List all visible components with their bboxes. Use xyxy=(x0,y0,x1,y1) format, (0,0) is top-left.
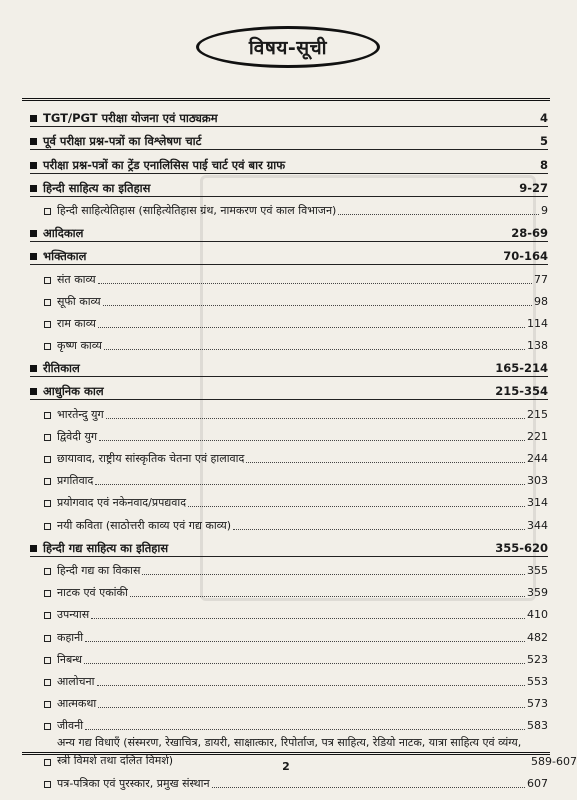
toc-entry-page: 138 xyxy=(527,339,548,353)
toc-section-row xyxy=(30,354,548,377)
toc-entry-page: 314 xyxy=(527,496,548,510)
toc-entry-label: उपन्यास xyxy=(57,608,90,622)
toc-subsection-row xyxy=(30,400,548,422)
toc-entry-page: 244 xyxy=(527,452,548,465)
toc-entry-page: 165-214 xyxy=(495,361,548,376)
toc-entry-label: प्रगतिवाद xyxy=(57,474,94,488)
toc-subsection-row xyxy=(30,770,548,792)
toc-entry-page: 5 xyxy=(539,134,548,149)
hollow-square-bullet-icon xyxy=(44,612,51,619)
toc-subsection-row xyxy=(30,310,548,332)
hollow-square-bullet-icon xyxy=(44,299,51,306)
toc-entry-label: आत्मकथा xyxy=(57,697,97,711)
toc-entry-page: 70-164 xyxy=(503,249,548,264)
toc-entry-label: छायावाद, राष्ट्रीय सांस्कृतिक चेतना एवं हालावाद xyxy=(57,452,245,465)
hollow-square-bullet-icon xyxy=(44,523,51,530)
dot-leader xyxy=(99,440,525,441)
toc-subsection-row xyxy=(30,646,548,668)
filled-square-bullet-icon xyxy=(30,388,37,395)
hollow-square-bullet-icon xyxy=(44,343,51,350)
toc-section-row xyxy=(30,104,548,127)
hollow-square-bullet-icon xyxy=(44,321,51,328)
toc-section-row xyxy=(30,242,548,265)
toc-entry-label: नयी कविता (साठोत्तरी काव्य एवं गद्य काव्य) xyxy=(57,518,232,532)
hollow-square-bullet-icon xyxy=(44,635,51,642)
toc-entry-page: 523 xyxy=(527,652,548,666)
dot-leader xyxy=(338,214,539,215)
toc-section-row xyxy=(30,150,548,173)
toc-entry-label: पूर्व परीक्षा प्रश्न-पत्रों का विश्लेषण चार्ट xyxy=(43,134,202,149)
dot-leader xyxy=(103,305,532,306)
dot-leader xyxy=(130,596,525,597)
dot-leader xyxy=(246,462,525,463)
toc-entry-label: द्विवेदी युग xyxy=(57,429,98,443)
toc-entry-page: 77 xyxy=(534,272,548,286)
dot-leader xyxy=(212,787,525,788)
toc-subsection-row xyxy=(30,265,548,287)
toc-entry-page: 215-354 xyxy=(495,384,548,399)
toc-subsection-row xyxy=(30,623,548,645)
table-of-contents xyxy=(30,104,577,792)
toc-subsection-row xyxy=(30,467,548,489)
toc-entry-page: 410 xyxy=(527,608,548,622)
toc-entry-page: 9-27 xyxy=(519,180,548,195)
toc-entry-label: भक्तिकाल xyxy=(43,249,87,264)
toc-entry-page: 98 xyxy=(534,294,548,308)
toc-entry-page: 553 xyxy=(527,674,548,688)
dot-leader xyxy=(98,707,525,708)
hollow-square-bullet-icon xyxy=(44,500,51,507)
dot-leader xyxy=(188,506,525,507)
dot-leader xyxy=(104,349,525,350)
toc-entry-label: आदिकाल xyxy=(43,226,84,241)
hollow-square-bullet-icon xyxy=(44,208,51,215)
toc-subsection-row xyxy=(30,423,548,445)
dot-leader xyxy=(142,574,525,575)
dot-leader xyxy=(97,685,526,686)
toc-entry-label: पत्र-पत्रिका एवं पुरस्कार, प्रमुख संस्थान xyxy=(57,777,210,791)
hollow-square-bullet-icon xyxy=(44,456,51,463)
toc-entry-page: 359 xyxy=(527,586,548,600)
dot-leader xyxy=(98,327,525,328)
toc-entry-page: 221 xyxy=(527,429,548,443)
filled-square-bullet-icon xyxy=(30,365,37,372)
toc-section-row xyxy=(30,127,548,150)
toc-entry-label: जीवनी xyxy=(57,719,84,733)
toc-subsection-row xyxy=(30,712,548,734)
toc-section-row xyxy=(30,534,548,557)
dot-leader xyxy=(85,729,525,730)
toc-entry-label: हिन्दी गद्य साहित्य का इतिहास xyxy=(43,540,169,555)
toc-entry-page: 589-607 xyxy=(531,755,577,769)
filled-square-bullet-icon xyxy=(30,138,37,145)
toc-entry-page: 4 xyxy=(539,111,548,126)
toc-entry-page: 344 xyxy=(527,518,548,532)
toc-entry-label: रीतिकाल xyxy=(43,361,80,376)
hollow-square-bullet-icon xyxy=(44,723,51,730)
hollow-square-bullet-icon xyxy=(44,478,51,485)
toc-subsection-row xyxy=(30,489,548,511)
page-title xyxy=(196,26,380,68)
dot-leader xyxy=(233,529,525,530)
dot-leader xyxy=(95,484,525,485)
toc-entry-label: आलोचना xyxy=(57,674,95,688)
hollow-square-bullet-icon xyxy=(44,277,51,284)
toc-subsection-row xyxy=(30,445,548,467)
filled-square-bullet-icon xyxy=(30,115,37,122)
toc-subsection-row xyxy=(30,197,548,219)
toc-entry-page: 482 xyxy=(527,630,548,644)
hollow-square-bullet-icon xyxy=(44,568,51,575)
toc-entry-label: निबन्ध xyxy=(57,652,83,666)
dot-leader xyxy=(85,641,525,642)
toc-entry-label: आधुनिक काल xyxy=(43,384,104,399)
filled-square-bullet-icon xyxy=(30,230,37,237)
toc-entry-label: कहानी xyxy=(57,630,84,644)
toc-entry-label: राम काव्य xyxy=(57,316,96,330)
toc-subsection-row xyxy=(30,511,548,533)
toc-entry-label: हिन्दी साहित्येतिहास (साहित्येतिहास ग्रंथ, नामकरण एवं काल विभाजन) xyxy=(57,203,337,217)
page-title-text: विषय-सूची xyxy=(248,37,328,59)
dot-leader xyxy=(106,418,525,419)
toc-entry-page: 114 xyxy=(527,316,548,330)
toc-subsection-row xyxy=(30,690,548,712)
toc-subsection-row xyxy=(30,332,548,354)
toc-subsection-row xyxy=(30,557,548,579)
toc-subsection-row xyxy=(30,601,548,623)
toc-subsection-row xyxy=(30,579,548,601)
toc-entry-label: भारतेन्दु युग xyxy=(57,407,104,421)
toc-entry-page: 215 xyxy=(527,407,548,421)
toc-entry-label: हिन्दी गद्य का विकास xyxy=(57,563,141,577)
toc-entry-page: 355-620 xyxy=(495,540,548,555)
filled-square-bullet-icon xyxy=(30,162,37,169)
toc-entry-label: कृष्ण काव्य xyxy=(57,339,102,353)
toc-entry-label: नाटक एवं एकांकी xyxy=(57,586,128,600)
hollow-square-bullet-icon xyxy=(44,434,51,441)
toc-entry-label: प्रयोगवाद एवं नकेनवाद/प्रपद्यवाद xyxy=(57,496,187,510)
toc-entry-page: 28-69 xyxy=(511,226,548,241)
toc-entry-label: सूफी काव्य xyxy=(57,294,101,308)
hollow-square-bullet-icon xyxy=(44,412,51,419)
filled-square-bullet-icon xyxy=(30,253,37,260)
toc-subsection-row xyxy=(30,668,548,690)
toc-section-row xyxy=(30,377,548,400)
toc-entry-label: हिन्दी साहित्य का इतिहास xyxy=(43,180,151,195)
toc-entry-page: 9 xyxy=(541,203,548,217)
hollow-square-bullet-icon xyxy=(44,679,51,686)
dot-leader xyxy=(91,618,525,619)
hollow-square-bullet-icon xyxy=(44,657,51,664)
toc-entry-label: परीक्षा प्रश्न-पत्रों का ट्रेंड एनालिसिस पाई चार्ट एवं बार ग्राफ xyxy=(43,157,286,172)
toc-entry-label: अन्य गद्य विधाएँ (संस्मरण, रेखाचित्र, डायरी, साक्षात्कार, रिपोर्ताज, पत्र साहित्य, रेडियो नाटक, यात्रा साहित्य एवं व्यंग्य, स्त्री विमर्श तथा दलित विमर्श) xyxy=(57,736,522,768)
toc-entry-page: 607 xyxy=(527,777,548,791)
dot-leader xyxy=(98,283,532,284)
filled-square-bullet-icon xyxy=(30,545,37,552)
toc-section-row xyxy=(30,219,548,242)
hollow-square-bullet-icon xyxy=(44,701,51,708)
toc-entry-page: 573 xyxy=(527,697,548,711)
toc-subsection-row xyxy=(30,288,548,310)
toc-entry-page: 583 xyxy=(527,719,548,733)
toc-entry-page: 8 xyxy=(539,157,548,172)
top-divider xyxy=(22,98,550,101)
toc-section-row xyxy=(30,174,548,197)
bottom-divider xyxy=(22,752,550,755)
toc-entry-page: 355 xyxy=(527,563,548,577)
dot-leader xyxy=(84,663,525,664)
filled-square-bullet-icon xyxy=(30,185,37,192)
toc-entry-label: संत काव्य xyxy=(57,272,96,286)
toc-entry-label: TGT/PGT परीक्षा योजना एवं पाठ्यक्रम xyxy=(43,111,218,126)
page-number: 2 xyxy=(282,760,290,773)
toc-entry-page: 303 xyxy=(527,474,548,488)
hollow-square-bullet-icon xyxy=(44,590,51,597)
hollow-square-bullet-icon xyxy=(44,781,51,788)
